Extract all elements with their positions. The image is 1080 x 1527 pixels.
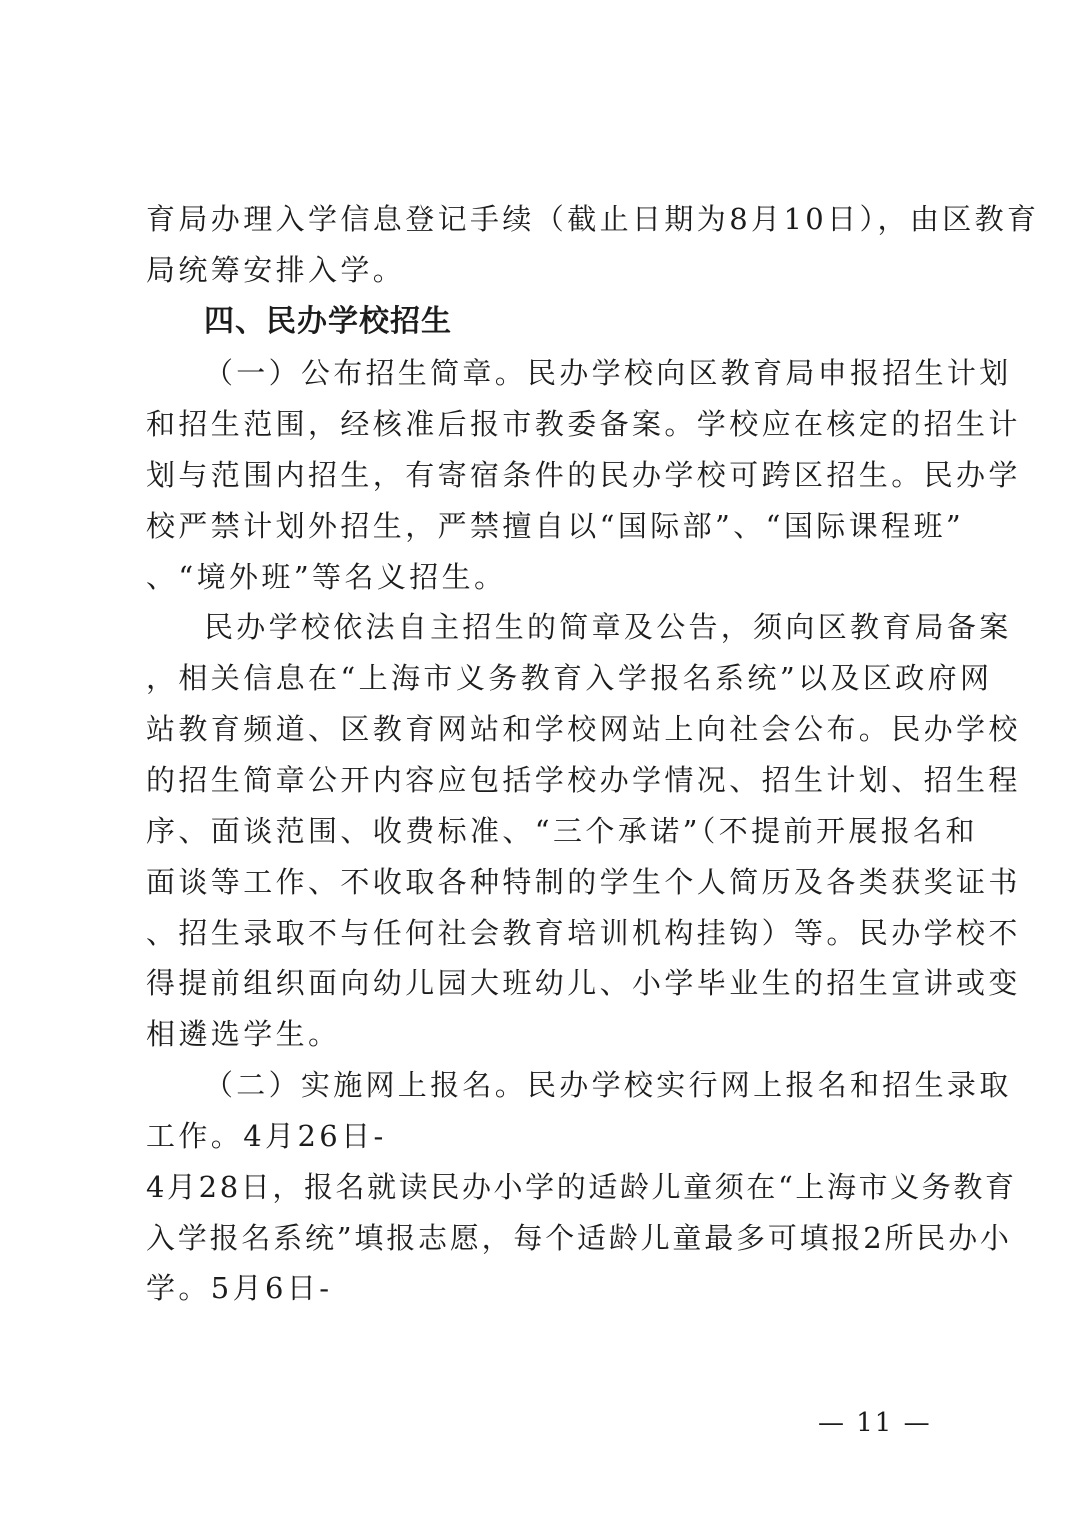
paragraph-line: 校严禁计划外招生，严禁擅自以“国际部”、“国际课程班” [146,509,965,543]
paragraph-line: 相遴选学生。 [146,1017,341,1051]
paragraph-line: 入学报名系统”填报志愿，每个适龄儿童最多可填报2所民办小 [146,1221,1012,1255]
paragraph-line: （一）公布招生简章。民办学校向区教育局申报招生计划 [204,356,1012,390]
paragraph-line: 面谈等工作、不收取各种特制的学生个人简历及各类获奖证书 [146,865,1021,899]
paragraph-line: 、“境外班”等名义招生。 [146,560,507,594]
paragraph-line: 学。5月6日- [146,1271,333,1305]
paragraph-line: （二）实施网上报名。民办学校实行网上报名和招生录取 [204,1068,1012,1102]
paragraph-line: 、招生录取不与任何社会教育培训机构挂钩）等。民办学校不 [146,916,1021,950]
paragraph-line: 得提前组织面向幼儿园大班幼儿、小学毕业生的招生宣讲或变 [146,966,1021,1000]
paragraph-line: 局统筹安排入学。 [146,253,406,287]
page-number: — 11 — [818,1408,932,1438]
paragraph-line: 和招生范围，经核准后报市教委备案。学校应在核定的招生计 [146,407,1021,441]
section-heading: 四、民办学校招生 [204,304,452,339]
paragraph-line: 站教育频道、区教育网站和学校网站上向社会公布。民办学校 [146,712,1021,746]
paragraph-line: 4月28日，报名就读民办小学的适龄儿童须在“上海市义务教育 [146,1170,1017,1204]
paragraph-line: ，相关信息在“上海市义务教育入学报名系统”以及区政府网 [146,661,993,695]
paragraph-line: 民办学校依法自主招生的简章及公告，须向区教育局备案 [204,610,1012,644]
paragraph-line: 育局办理入学信息登记手续（截止日期为8月10日），由区教育 [146,202,1040,236]
paragraph-line: 的招生简章公开内容应包括学校办学情况、招生计划、招生程 [146,763,1021,797]
paragraph-line: 划与范围内招生，有寄宿条件的民办学校可跨区招生。民办学 [146,458,1021,492]
paragraph-line: 工作。4月26日- [146,1119,387,1153]
paragraph-line: 序、面谈范围、收费标准、“三个承诺”（不提前开展报名和 [146,814,978,848]
